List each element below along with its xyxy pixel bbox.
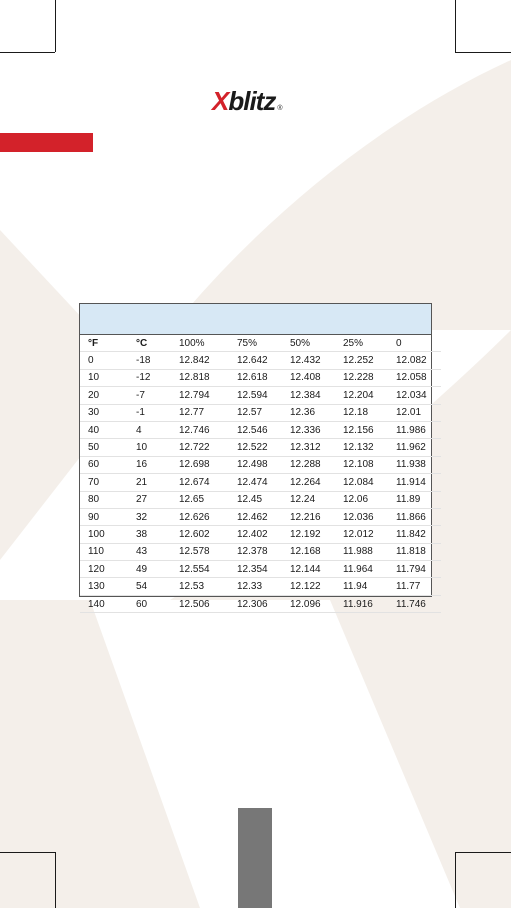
table-cell: 12.132 (335, 439, 388, 456)
table-cell: 12.06 (335, 491, 388, 508)
table-cell: 11.842 (388, 526, 441, 543)
table-cell: -12 (128, 369, 171, 386)
table-cell: 12.096 (282, 595, 335, 612)
table-row (80, 508, 441, 525)
table-cell: 11.986 (388, 421, 441, 438)
table-cell: 12.57 (229, 404, 282, 421)
table-cell: 12.546 (229, 421, 282, 438)
table-cell: 20 (80, 387, 128, 404)
table-cell: 12.554 (171, 561, 229, 578)
table-cell: 12.034 (388, 387, 441, 404)
table-cell: 11.964 (335, 561, 388, 578)
table-cell: 11.988 (335, 543, 388, 560)
table-cell: 50 (80, 439, 128, 456)
table-row (80, 595, 441, 612)
table-row (80, 421, 441, 438)
header-charge-75: 75% (229, 335, 282, 352)
table-cell: 12.192 (282, 526, 335, 543)
table-cell: 11.962 (388, 439, 441, 456)
table-cell: 12.264 (282, 474, 335, 491)
header-charge-50: 50% (282, 335, 335, 352)
table-cell: -18 (128, 352, 171, 369)
table-cell: 12.722 (171, 439, 229, 456)
table-cell: 12.24 (282, 491, 335, 508)
table-cell: 12.746 (171, 421, 229, 438)
logo-wordmark: blitz (228, 86, 276, 116)
table-row (80, 526, 441, 543)
table-cell: 11.818 (388, 543, 441, 560)
table-cell: 4 (128, 421, 171, 438)
table-cell: 12.012 (335, 526, 388, 543)
table-cell: 70 (80, 474, 128, 491)
table-cell: 38 (128, 526, 171, 543)
table-row (80, 543, 441, 560)
crop-mark-top-right-v (455, 0, 456, 52)
xblitz-logo (212, 84, 283, 114)
table-cell: 12.522 (229, 439, 282, 456)
table-cell: 11.794 (388, 561, 441, 578)
logo-registered-mark: ® (277, 105, 283, 112)
table-cell: 11.938 (388, 456, 441, 473)
table-row (80, 578, 441, 595)
table-cell: 140 (80, 595, 128, 612)
table-cell: 12.618 (229, 369, 282, 386)
table-cell: 12.384 (282, 387, 335, 404)
crop-mark-bottom-left-v (55, 852, 56, 908)
table-cell: 12.36 (282, 404, 335, 421)
table-cell: 12.378 (229, 543, 282, 560)
table-cell: 12.402 (229, 526, 282, 543)
header-fahrenheit: °F (80, 335, 128, 352)
table-cell: 60 (128, 595, 171, 612)
table-cell: 90 (80, 508, 128, 525)
table-cell: 12.408 (282, 369, 335, 386)
table-cell: 12.354 (229, 561, 282, 578)
table-cell: 40 (80, 421, 128, 438)
table-cell: 12.082 (388, 352, 441, 369)
table-cell: 0 (80, 352, 128, 369)
logo-x-letter: X (212, 86, 229, 116)
table-cell: 12.216 (282, 508, 335, 525)
section-accent-bar (0, 133, 93, 152)
crop-mark-top-left-v (55, 0, 56, 52)
table-cell: 12.144 (282, 561, 335, 578)
table-cell: 11.77 (388, 578, 441, 595)
table-row (80, 561, 441, 578)
table-cell: 12.602 (171, 526, 229, 543)
table-cell: 12.156 (335, 421, 388, 438)
table-cell: 11.916 (335, 595, 388, 612)
table-cell: 12.474 (229, 474, 282, 491)
table-cell: 12.252 (335, 352, 388, 369)
table-cell: 120 (80, 561, 128, 578)
table-cell: 12.122 (282, 578, 335, 595)
table-cell: 12.462 (229, 508, 282, 525)
header-celsius: °C (128, 335, 171, 352)
table-header-row (80, 335, 441, 352)
table-row (80, 404, 441, 421)
table-cell: 43 (128, 543, 171, 560)
table-cell: 11.746 (388, 595, 441, 612)
table-cell: -1 (128, 404, 171, 421)
table-cell: 12.312 (282, 439, 335, 456)
table-cell: 12.204 (335, 387, 388, 404)
table-cell: 21 (128, 474, 171, 491)
table-cell: 12.642 (229, 352, 282, 369)
crop-mark-bottom-right-v (455, 852, 456, 908)
table-cell: 12.506 (171, 595, 229, 612)
table-cell: 12.842 (171, 352, 229, 369)
table-cell: 12.168 (282, 543, 335, 560)
table-cell: 12.498 (229, 456, 282, 473)
table-cell: 12.036 (335, 508, 388, 525)
table-cell: 12.01 (388, 404, 441, 421)
table-cell: 12.53 (171, 578, 229, 595)
table-cell: 12.578 (171, 543, 229, 560)
table-row (80, 456, 441, 473)
battery-voltage-table (79, 303, 432, 610)
table-cell: 30 (80, 404, 128, 421)
table-cell: 12.626 (171, 508, 229, 525)
table-row (80, 352, 441, 369)
table-cell: 12.058 (388, 369, 441, 386)
table-cell: 12.674 (171, 474, 229, 491)
table-cell: 110 (80, 543, 128, 560)
voltage-grid (80, 335, 441, 613)
table-cell: 130 (80, 578, 128, 595)
table-cell: 12.18 (335, 404, 388, 421)
table-cell: 60 (80, 456, 128, 473)
table-cell: 54 (128, 578, 171, 595)
table-cell: 11.89 (388, 491, 441, 508)
table-cell: 10 (80, 369, 128, 386)
table-row (80, 369, 441, 386)
table-cell: 12.108 (335, 456, 388, 473)
table-cell: 12.228 (335, 369, 388, 386)
table-cell: 10 (128, 439, 171, 456)
header-charge-100: 100% (171, 335, 229, 352)
header-charge-0: 0 (388, 335, 441, 352)
table-cell: 11.914 (388, 474, 441, 491)
table-cell: 12.336 (282, 421, 335, 438)
table-cell: 27 (128, 491, 171, 508)
table-cell: 80 (80, 491, 128, 508)
table-cell: 12.818 (171, 369, 229, 386)
table-cell: 32 (128, 508, 171, 525)
table-cell: 12.794 (171, 387, 229, 404)
page-tab (238, 808, 272, 908)
table-cell: 12.432 (282, 352, 335, 369)
crop-mark-top-left-h (0, 52, 55, 53)
table-cell: 11.866 (388, 508, 441, 525)
crop-mark-bottom-right-h (455, 852, 511, 853)
table-cell: 12.77 (171, 404, 229, 421)
table-cell: 11.94 (335, 578, 388, 595)
table-cell: 12.45 (229, 491, 282, 508)
table-cell: 12.65 (171, 491, 229, 508)
table-row (80, 491, 441, 508)
table-cell: 12.084 (335, 474, 388, 491)
table-row (80, 439, 441, 456)
table-cell: 16 (128, 456, 171, 473)
table-title-band (80, 304, 431, 335)
table-cell: 12.594 (229, 387, 282, 404)
table-cell: 12.288 (282, 456, 335, 473)
crop-mark-top-right-h (455, 52, 511, 53)
table-cell: 12.306 (229, 595, 282, 612)
table-cell: 12.698 (171, 456, 229, 473)
table-cell: 49 (128, 561, 171, 578)
header-charge-25: 25% (335, 335, 388, 352)
table-cell: -7 (128, 387, 171, 404)
crop-mark-bottom-left-h (0, 852, 55, 853)
table-cell: 100 (80, 526, 128, 543)
table-cell: 12.33 (229, 578, 282, 595)
table-row (80, 387, 441, 404)
table-row (80, 474, 441, 491)
